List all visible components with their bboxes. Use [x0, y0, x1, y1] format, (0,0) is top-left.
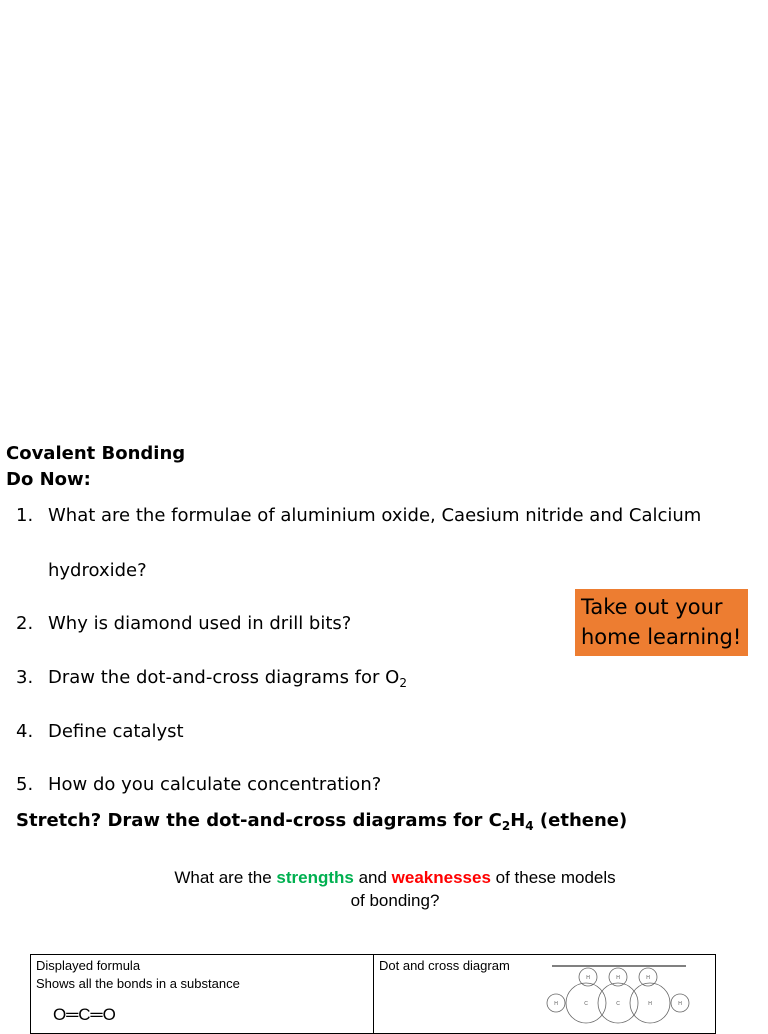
weaknesses-word: weaknesses [391, 868, 491, 887]
question-text: and [353, 868, 392, 887]
question-text: What are the [174, 868, 277, 887]
diagram-atom-label: H [554, 1001, 558, 1007]
question-number: 1. [16, 505, 34, 526]
cell-title: Dot and cross diagram [379, 958, 510, 973]
question-text-line2: of bonding? [350, 891, 440, 910]
subscript: 2 [501, 819, 511, 833]
question-text: What are the formulae of aluminium oxide, Caesium nitride and Calcium [48, 505, 702, 526]
question-text: Why is diamond used in drill bits? [48, 613, 352, 634]
dot-cross-cell [374, 955, 715, 1033]
subscript: 2 [399, 676, 407, 690]
diagram-atom-label: H [616, 975, 620, 981]
strengths-weaknesses-question [140, 866, 650, 912]
question-1-continuation: hydroxide? [48, 560, 147, 581]
diagram-atom-label: H [646, 975, 650, 981]
home-learning-callout [575, 589, 748, 656]
question-number: 5. [16, 774, 34, 795]
question-text: Define catalyst [48, 721, 184, 742]
ethene-dot-cross-diagram [546, 963, 691, 1025]
strengths-word: strengths [276, 868, 354, 887]
stretch-text: (ethene) [533, 810, 628, 831]
page-title: Covalent Bonding [6, 443, 186, 464]
diagram-atom-label: H [648, 1001, 652, 1007]
question-text: Draw the dot-and-cross diagrams for O [48, 667, 400, 688]
displayed-formula-cell [31, 955, 374, 1033]
cell-subtitle: Shows all the bonds in a substance [36, 976, 240, 991]
question-number: 2. [16, 613, 34, 634]
diagram-atom-label: H [678, 1001, 682, 1007]
callout-line: Take out your [581, 595, 723, 619]
diagram-atom-label: H [586, 975, 590, 981]
question-3 [16, 666, 407, 690]
bonding-models-table [30, 954, 716, 1034]
co2-displayed-formula: O═C═O [53, 1005, 116, 1024]
do-now-heading: Do Now: [6, 469, 91, 490]
cell-title: Displayed formula [36, 958, 141, 973]
diagram-atom-label: C [584, 1001, 588, 1007]
question-2 [16, 612, 351, 636]
callout-line: home learning! [581, 625, 742, 649]
question-4 [16, 720, 184, 744]
stretch-text: Stretch? Draw the dot-and-cross diagrams for C [16, 810, 502, 831]
question-1 [16, 504, 701, 528]
diagram-atom-label: C [616, 1001, 620, 1007]
question-5 [16, 773, 381, 797]
question-number: 4. [16, 721, 34, 742]
worksheet-title [6, 441, 185, 493]
question-number: 3. [16, 667, 34, 688]
subscript: 4 [525, 819, 534, 833]
question-text: How do you calculate concentration? [48, 774, 382, 795]
stretch-text: H [510, 810, 526, 831]
question-text: of these models [490, 868, 616, 887]
stretch-question [16, 809, 627, 833]
